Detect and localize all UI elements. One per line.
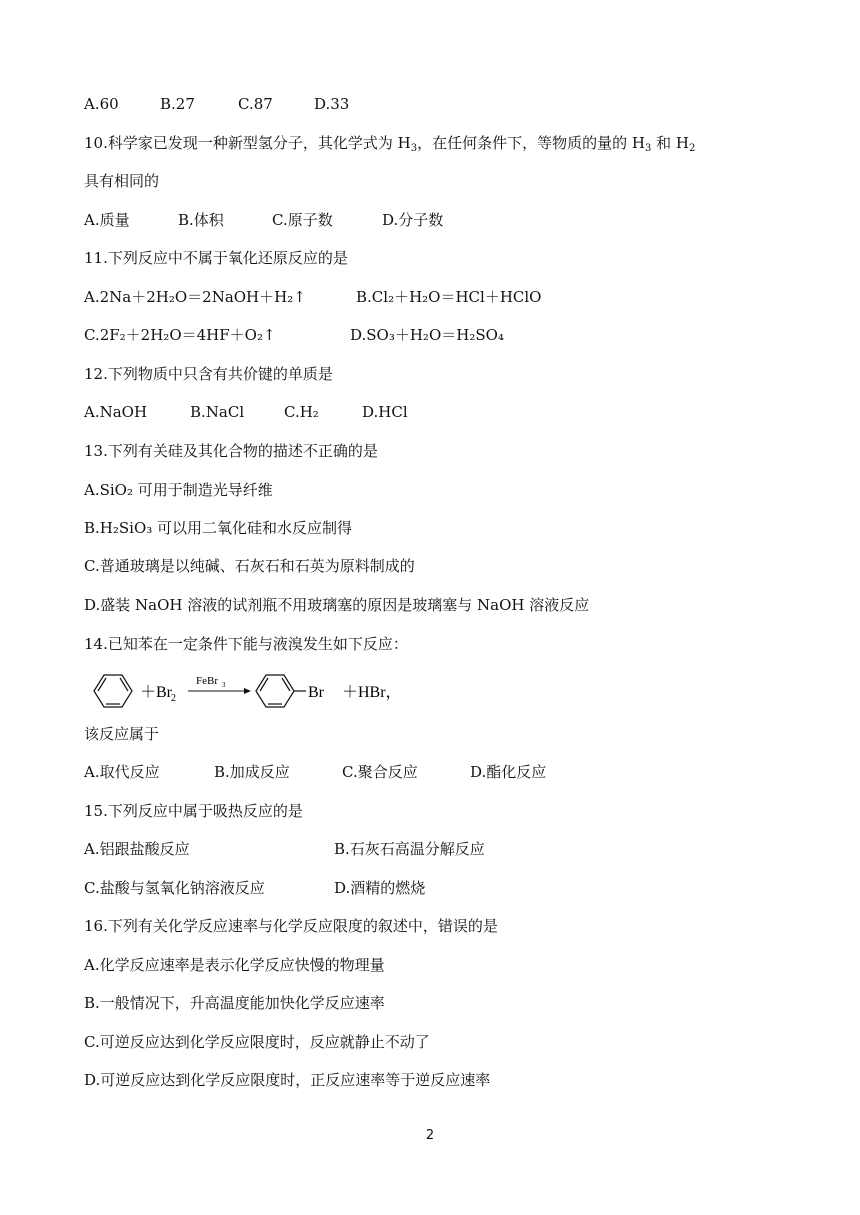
q14-option-a: A.取代反应 (84, 763, 160, 781)
q11-option-d: D.SO₃＋H₂O＝H₂SO₄ (350, 326, 504, 344)
q15-stem: 15.下列反应中属于吸热反应的是 (84, 802, 303, 820)
q9-option-a: A.60 (84, 95, 119, 113)
product-br-label: Br (308, 684, 324, 701)
q10-option-d: D.分子数 (382, 211, 444, 229)
br2-subscript: 2 (171, 693, 176, 704)
q14-option-d: D.酯化反应 (470, 763, 547, 781)
q10-option-a: A.质量 (84, 211, 130, 229)
benzene-ring-icon (94, 675, 132, 707)
plus-br2-label: ＋Br (140, 684, 173, 701)
q15-option-a: A.铝跟盐酸反应 (84, 840, 190, 858)
q11-option-a: A.2Na＋2H₂O＝2NaOH＋H₂↑ (84, 288, 306, 306)
q14-follow-text: 该反应属于 (84, 725, 160, 743)
page-number: 2 (425, 1128, 435, 1143)
q10-sub-1: 3 (410, 143, 418, 154)
reaction-arrow-icon (188, 688, 251, 694)
q14-option-b: B.加成反应 (214, 763, 290, 781)
q10-stem-line2: 具有相同的 (84, 172, 160, 190)
bromobenzene-ring-icon (256, 675, 306, 707)
q15-option-b: B.石灰石高温分解反应 (334, 840, 485, 858)
q13-option-c: C.普通玻璃是以纯碱、石灰石和石英为原料制成的 (84, 557, 415, 575)
q12-option-d: D.HCl (362, 403, 408, 421)
catalyst-subscript: 3 (222, 681, 226, 689)
q15-option-d: D.酒精的燃烧 (334, 879, 426, 897)
reaction-svg (84, 666, 504, 718)
q9-option-d: D.33 (314, 95, 350, 113)
q11-option-b: B.Cl₂＋H₂O＝HCl＋HClO (356, 288, 542, 306)
q13-option-d: D.盛装 NaOH 溶液的试剂瓶不用玻璃塞的原因是玻璃塞与 NaOH 溶液反应 (84, 596, 590, 614)
q9-option-c: C.87 (238, 95, 273, 113)
q10-sub-3: 2 (688, 143, 696, 154)
q10-stem-c: 和 H (651, 134, 689, 152)
q14-option-c: C.聚合反应 (342, 763, 418, 781)
q16-option-a: A.化学反应速率是表示化学反应快慢的物理量 (84, 956, 385, 974)
q16-option-b: B.一般情况下，升高温度能加快化学反应速率 (84, 994, 385, 1012)
catalyst-label: FeBr (196, 675, 218, 687)
q11-stem: 11.下列反应中不属于氧化还原反应的是 (84, 249, 348, 267)
q10-sub-2: 3 (644, 143, 652, 154)
q15-option-c: C.盐酸与氢氧化钠溶液反应 (84, 879, 265, 897)
q10-stem-a: 10.科学家已发现一种新型氢分子，其化学式为 H (84, 134, 411, 152)
q11-option-c: C.2F₂＋2H₂O＝4HF＋O₂↑ (84, 326, 276, 344)
q10-stem-b: ，在任何条件下，等物质的量的 H (417, 134, 645, 152)
q10-option-c: C.原子数 (272, 211, 333, 229)
plus-hbr-label: ＋HBr， (342, 684, 402, 701)
q14-stem: 14.已知苯在一定条件下能与液溴发生如下反应： (84, 635, 408, 653)
q10-option-b: B.体积 (178, 211, 224, 229)
q16-stem: 16.下列有关化学反应速率与化学反应限度的叙述中，错误的是 (84, 917, 498, 935)
q16-option-d: D.可逆反应达到化学反应限度时，正反应速率等于逆反应速率 (84, 1071, 491, 1089)
q10-stem (84, 133, 695, 153)
q13-option-b: B.H₂SiO₃ 可以用二氧化硅和水反应制得 (84, 519, 353, 537)
q12-stem: 12.下列物质中只含有共价键的单质是 (84, 365, 333, 383)
q9-option-b: B.27 (160, 95, 195, 113)
q12-option-c: C.H₂ (284, 403, 319, 421)
q14-reaction-equation (84, 666, 504, 718)
q16-option-c: C.可逆反应达到化学反应限度时，反应就静止不动了 (84, 1033, 430, 1051)
q12-option-b: B.NaCl (190, 403, 245, 421)
q12-option-a: A.NaOH (84, 403, 148, 421)
q13-stem: 13.下列有关硅及其化合物的描述不正确的是 (84, 442, 378, 460)
q13-option-a: A.SiO₂ 可用于制造光导纤维 (84, 481, 273, 499)
